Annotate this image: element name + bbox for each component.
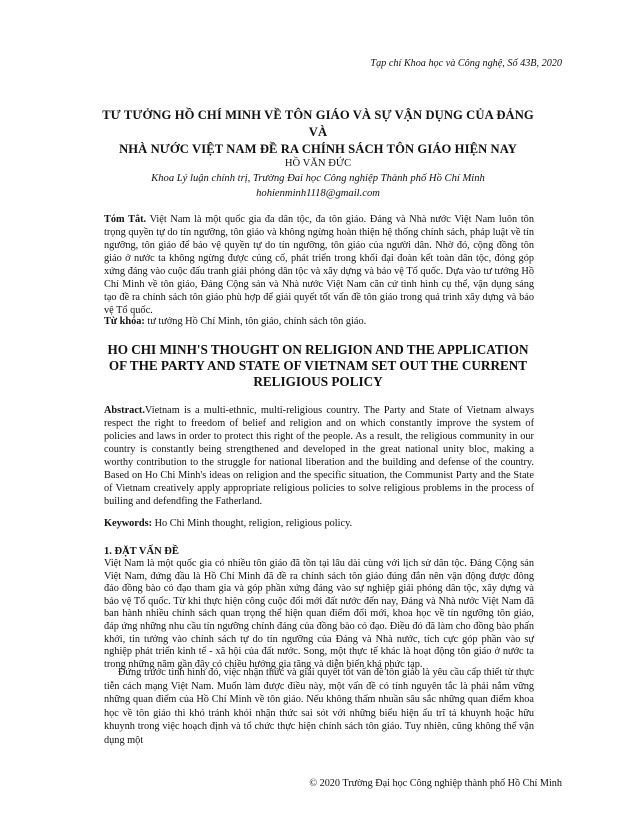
keywords-en-label: Keywords: xyxy=(104,518,153,529)
keywords-en-text: Ho Chi Minh thought, religion, religious policy. xyxy=(152,518,353,529)
abstract-vi-label: Tóm Tắt. xyxy=(104,214,147,225)
abstract-english xyxy=(104,404,534,508)
body-paragraph-1: Việt Nam là một quốc gia có nhiều tôn giáo đã tồn tại lâu dài cùng với lịch sử dân tộc. Đảng Cộng sản Việt Nam, đứng đầu là Hồ Chí Minh đã đề ra chính sách tôn giáo đúng đắn nên vận động được đông đảo đồng bào có đạo tham gia và góp phần xứng đáng vào sự nghiệp giải phóng dân tộc, xây dựng và bảo vệ Tổ quốc. Từ khi thực hiện công cuộc đổi mới đất nước đến nay, Đảng và Nhà nước Việt Nam đã ban hành nhiều chính sách quan trọng thể hiện quan điểm đổi mới, khoa học về tín ngưỡng tôn giáo, đáp ứng những nhu cầu tín ngưỡng chính đáng của đồng bào có đạo. Điều đó đã làm cho đồng bào phấn khởi, tin tưởng vào chính sách tự do tín ngưỡng của Đảng và Nhà nước, tích cực góp phần vào sự nghiệp phát triển kinh tế - xã hội của đất nước. Song, một thực tế khác là hoạt động tôn giáo ở nước ta trong những năm gần đây có chiều hướng gia tăng và diễn biến khá phức tạp. xyxy=(104,558,534,670)
keywords-vi-label: Từ khóa: xyxy=(104,316,145,327)
title-vietnamese xyxy=(96,107,540,158)
footer-copyright: © 2020 Trường Đại học Công nghiệp thành phố Hồ Chí Minh xyxy=(309,778,562,789)
author-name: HỒ VĂN ĐỨC xyxy=(284,158,352,169)
abstract-en-text: Vietnam is a multi-ethnic, multi-religious country. The Party and State of Vietnam always respect the right to freedom of belief and religion and on which constantly improve the system of policies and laws in order to protect this right of the people. As a result, the religious community in our country is constantly being strengthened and developed in the great national unity bloc, making a worthy contribution to the struggle for national liberation and the building and defense of the country. Based on Ho Chi Minh's ideas on religion and the specific situation, the Communist Party and the State of Vietnam creatively apply appropriate religious policies to solve religious problems in the process of builing and defendfing the Fatherland. xyxy=(104,405,534,508)
keywords-vi-text: tư tưởng Hồ Chí Minh, tôn giáo, chính sách tôn giáo. xyxy=(144,316,367,327)
abstract-vietnamese xyxy=(104,213,534,317)
keywords-vietnamese xyxy=(104,315,534,328)
keywords-english xyxy=(104,517,534,530)
body-paragraph-2: Đứng trước tình hình đó, việc nhận thức và giải quyết tốt vấn đề tôn giáo là yêu cầu cấp thiết từ thực tiễn cách mạng Việt Nam. Muốn làm được điều này, một vấn đề có tính nguyên tắc là phải nắm vững những quan điểm của Hồ Chí Minh về tôn giáo. Nếu không thấm nhuần sâu sắc những quan điểm khoa học về tôn giáo thì khó tránh khỏi nhận thức sai sót với những biểu hiện ấu trĩ tả khuynh hoặc hữu khuynh trong việc hoạch định và tổ chức thực hiện chính sách tôn giáo. Tuy nhiên, cũng không thể vận dụng một xyxy=(104,667,534,746)
title-en-line-1: HO CHI MINH'S THOUGHT ON RELIGION AND THE APPLICATION xyxy=(107,342,529,357)
title-english xyxy=(96,342,540,390)
section-heading: 1. ĐẶT VẤN ĐỀ xyxy=(104,546,179,557)
journal-header: Tạp chí Khoa học và Công nghệ, Số 43B, 2020 xyxy=(370,58,562,69)
author-email[interactable]: hohienminh1118@gmail.com xyxy=(256,188,380,199)
author-affiliation: Khoa Lý luận chính trị, Trường Đai học Công nghiệp Thành phố Hồ Chí Minh xyxy=(151,173,485,184)
abstract-vi-text: Việt Nam là một quốc gia đa dân tộc, đa tôn giáo. Đảng và Nhà nước Việt Nam luôn tôn trọng quyền tự do tín ngưỡng, tôn giáo và không ngừng hoàn thiện hệ thống chính sách, pháp luật về tín ngưỡng, tôn giáo để bảo vệ quyền tự do tín ngưỡng, tôn giáo của người dân. Nhờ đó, cộng đồng tôn giáo ở nước ta không ngừng được củng cố, phát triển trong khối đại đoàn kết toàn dân tộc, đóng góp xứng đáng vào cuộc đấu tranh giải phóng dân tộc và xây dựng và bảo vệ Tổ quốc. Dựa vào tư tưởng Hồ Chí Minh về tôn giáo, Đảng Cộng sản và Nhà nước Việt Nam căn cứ tình hình cụ thể, vận dụng sáng tạo đề ra chính sách tôn giáo phù hợp để giải quyết tốt vấn đề tôn giáo trong quá trình xây dựng và bảo vệ Tổ quốc. xyxy=(104,214,534,317)
abstract-en-label: Abstract. xyxy=(104,405,145,416)
title-vi-line-2: NHÀ NƯỚC VIỆT NAM ĐỀ RA CHÍNH SÁCH TÔN GIÁO HIỆN NAY xyxy=(119,142,517,156)
title-en-line-2: OF THE PARTY AND STATE OF VIETNAM SET OUT THE CURRENT xyxy=(108,358,528,373)
title-vi-line-1: TƯ TƯỞNG HỒ CHÍ MINH VỀ TÔN GIÁO VÀ SỰ VẬN DỤNG CỦA ĐẢNG VÀ xyxy=(102,108,534,139)
title-en-line-3: RELIGIOUS POLICY xyxy=(253,374,383,389)
